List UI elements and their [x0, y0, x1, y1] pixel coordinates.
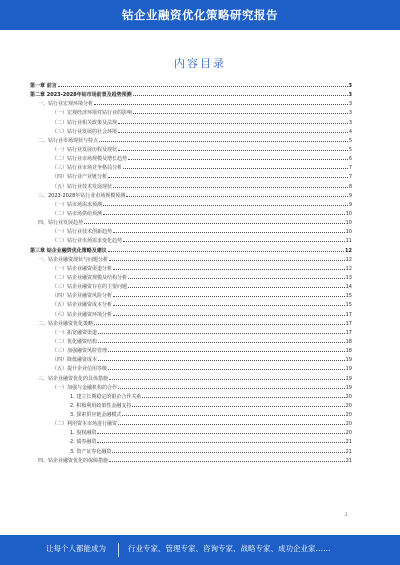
toc-leader-dots: [113, 187, 348, 188]
toc-leader-dots: [113, 315, 345, 316]
toc-entry[interactable]: [30, 201, 352, 210]
toc-entry[interactable]: [30, 228, 352, 237]
toc-leader-dots: [103, 214, 345, 215]
toc-entry-page: 7: [348, 165, 352, 172]
toc-entry-title: （三）钴行业发展的社会环境: [52, 128, 118, 135]
toc-entry[interactable]: [30, 237, 352, 246]
toc-entry[interactable]: [30, 164, 352, 173]
toc-entry-page: 19: [345, 384, 352, 391]
toc-entry-title: （一）加强与金融机构的合作: [52, 384, 118, 391]
toc-entry-title: 第三章 钴企业融资优化策略及建议: [30, 247, 107, 254]
toc-leader-dots: [113, 296, 345, 297]
toc-leader-dots: [98, 342, 345, 343]
toc-entry-page: 15: [345, 293, 352, 300]
toc-entry-page: 5: [348, 146, 352, 153]
toc-entry[interactable]: [30, 210, 352, 219]
toc-leader-dots: [123, 241, 345, 242]
toc-entry-title: 3. 资产证券化融资: [70, 448, 112, 455]
toc-entry-page: 20: [345, 393, 352, 400]
toc-entry-title: （三）加强融资风险管理: [52, 348, 108, 355]
report-title: 钴企业融资优化策略研究报告: [122, 8, 278, 22]
toc-leader-dots: [118, 150, 348, 151]
table-of-contents: [30, 82, 352, 466]
toc-leader-dots: [108, 177, 348, 178]
toc-entry[interactable]: [30, 82, 352, 91]
toc-entry-page: 20: [345, 412, 352, 419]
toc-entry-title: 第二章 2023-2028年钴市场前景及趋势预测: [30, 92, 132, 99]
toc-entry[interactable]: [30, 365, 352, 374]
toc-entry-title: （二）钴市场供给预测: [52, 210, 103, 217]
toc-leader-dots: [128, 287, 345, 288]
toc-leader-dots: [98, 333, 345, 334]
toc-entry-page: 10: [345, 220, 352, 227]
toc-leader-dots: [94, 324, 345, 325]
toc-entry-page: 10: [345, 210, 352, 217]
toc-leader-dots: [113, 232, 345, 233]
toc-leader-dots: [97, 442, 344, 443]
toc-leader-dots: [132, 406, 344, 407]
toc-entry[interactable]: [30, 146, 352, 155]
toc-entry[interactable]: [30, 173, 352, 182]
toc-entry-page: 17: [345, 311, 352, 318]
toc-entry-page: 21: [345, 448, 352, 455]
toc-entry[interactable]: [30, 192, 352, 201]
toc-entry[interactable]: [30, 292, 352, 301]
toc-entry-page: 19: [345, 357, 352, 364]
toc-entry[interactable]: [30, 155, 352, 164]
toc-entry[interactable]: [30, 247, 352, 256]
footer-divider: [118, 543, 119, 557]
toc-entry[interactable]: [30, 100, 352, 109]
toc-entry-page: 3: [348, 119, 352, 126]
toc-entry-page: 14: [345, 284, 352, 291]
toc-leader-dots: [108, 351, 345, 352]
toc-leader-dots: [133, 95, 348, 96]
toc-entry-page: 20: [345, 430, 352, 437]
toc-entry-title: （五）提升企业信用等级: [52, 366, 108, 373]
toc-entry-title: 1. 建立长期稳定的银企合作关系: [70, 393, 142, 400]
toc-leader-dots: [108, 251, 344, 252]
toc-entry[interactable]: [30, 320, 352, 329]
toc-leader-dots: [113, 269, 345, 270]
toc-leader-dots: [133, 113, 348, 114]
toc-entry-page: 8: [348, 183, 352, 190]
toc-entry-title: 一、钴企业融资现状与问题分析: [38, 256, 109, 263]
toc-leader-dots: [109, 379, 345, 380]
toc-entry-title: （五）钴行业技术发展现状: [52, 183, 113, 190]
toc-entry[interactable]: [30, 356, 352, 365]
toc-entry-title: （一）钴市场需求预测: [52, 201, 103, 208]
toc-leader-dots: [128, 278, 345, 279]
toc-leader-dots: [103, 205, 348, 206]
toc-entry-title: （四）钴行业产业链分析: [52, 174, 108, 181]
toc-entry-title: （一）钴行业发展历程及现状: [52, 146, 118, 153]
toc-entry-title: （二）利用资本市场进行融资: [52, 421, 118, 428]
toc-entry[interactable]: [30, 219, 352, 228]
toc-entry[interactable]: [30, 183, 352, 192]
toc-entry-page: 3: [348, 101, 352, 108]
toc-leader-dots: [109, 461, 345, 462]
report-header-banner: [0, 0, 400, 30]
toc-entry[interactable]: [30, 265, 352, 274]
toc-entry-title: （二）钴行业市场规模及增长趋势: [52, 156, 128, 163]
toc-entry[interactable]: [30, 329, 352, 338]
toc-entry-title: 2. 积极利用政策性金融支持: [70, 402, 132, 409]
footer-tagline: 行业专家、管理专家、咨询专家、战略专家、成功企业家……: [128, 544, 331, 553]
toc-leader-dots: [118, 388, 345, 389]
footer-slogan: 让每个人都能成为: [46, 544, 106, 553]
toc-entry[interactable]: [30, 91, 352, 100]
toc-entry-title: （二）优化融资结构: [52, 338, 98, 345]
toc-entry[interactable]: [30, 109, 352, 118]
toc-entry-title: 三、钴企业融资优化的具体措施: [38, 375, 109, 382]
toc-entry-page: 19: [345, 366, 352, 373]
toc-entry-title: 二、钴企业融资优化策略: [38, 320, 94, 327]
toc-entry-page: 13: [345, 274, 352, 281]
toc-entry-title: （五）钴企业融资成本分析: [52, 302, 113, 309]
toc-entry-title: （六）钴企业融资环境分析: [52, 311, 113, 318]
toc-entry-page: 12: [345, 256, 352, 263]
toc-entry-title: 3. 探索供应链金融模式: [70, 412, 122, 419]
toc-entry[interactable]: [30, 393, 352, 402]
toc-entry[interactable]: [30, 438, 352, 447]
toc-entry-title: （一）宏观经济环境对钴行业的影响: [52, 110, 133, 117]
toc-entry-title: （二）钴行业市场需求变化趋势: [52, 238, 123, 245]
toc-entry-page: 3: [348, 83, 352, 89]
toc-entry-page: 10: [345, 229, 352, 236]
toc-entry-title: （四）降低融资成本: [52, 357, 98, 364]
toc-entry-title: 三、2023-2028年钴行业市场规模预测: [38, 192, 126, 199]
toc-entry[interactable]: [30, 411, 352, 420]
toc-entry[interactable]: [30, 347, 352, 356]
toc-leader-dots: [98, 360, 345, 361]
toc-entry-title: （二）钴行业相关政策及法规: [52, 119, 118, 126]
toc-leader-dots: [109, 260, 345, 261]
toc-leader-dots: [112, 452, 344, 453]
toc-leader-dots: [122, 415, 344, 416]
toc-entry-title: 二、钴行业市场现状与特点: [38, 137, 99, 144]
toc-entry-title: （一）钴行业技术创新趋势: [52, 229, 113, 236]
toc-leader-dots: [118, 123, 348, 124]
toc-entry[interactable]: [30, 457, 352, 466]
toc-entry[interactable]: [30, 420, 352, 429]
toc-entry-title: （三）钴企业融资存在的主要问题: [52, 284, 128, 291]
toc-entry-page: 18: [345, 348, 352, 355]
toc-entry[interactable]: [30, 283, 352, 292]
toc-entry-page: 7: [348, 174, 352, 181]
toc-entry-title: （一）钴企业融资渠道分析: [52, 265, 113, 272]
toc-entry-title: （三）钴行业市场竞争格局分析: [52, 165, 123, 172]
toc-entry-page: 3: [348, 110, 352, 117]
toc-entry[interactable]: [30, 375, 352, 384]
toc-leader-dots: [113, 305, 345, 306]
toc-entry[interactable]: [30, 256, 352, 265]
toc-leader-dots: [123, 168, 348, 169]
toc-entry-title: 1. 股权融资: [70, 430, 97, 437]
toc-leader-dots: [126, 196, 348, 197]
toc-entry-title: 四、钴行业发展趋势: [38, 220, 84, 227]
toc-entry-page: 12: [345, 247, 352, 254]
toc-entry[interactable]: [30, 448, 352, 457]
toc-entry-page: 4: [348, 128, 352, 135]
toc-leader-dots: [118, 424, 345, 425]
toc-entry[interactable]: [30, 311, 352, 320]
toc-entry[interactable]: [30, 137, 352, 146]
toc-entry[interactable]: [30, 384, 352, 393]
toc-heading: 内容目录: [174, 57, 226, 70]
toc-entry[interactable]: [30, 338, 352, 347]
toc-leader-dots: [94, 104, 348, 105]
toc-leader-dots: [58, 86, 348, 87]
toc-leader-dots: [128, 159, 348, 160]
toc-entry[interactable]: [30, 402, 352, 411]
toc-leader-dots: [99, 141, 348, 142]
toc-entry[interactable]: [30, 119, 352, 128]
footer-banner: [0, 535, 400, 565]
toc-entry-page: 11: [345, 238, 352, 245]
toc-entry-page: 17: [345, 329, 352, 336]
toc-leader-dots: [108, 369, 345, 370]
toc-entry-page: 15: [345, 302, 352, 309]
toc-entry-page: 17: [345, 320, 352, 327]
toc-entry-page: 18: [345, 338, 352, 345]
toc-leader-dots: [84, 223, 345, 224]
toc-entry-page: 3: [348, 92, 352, 99]
toc-entry-page: 21: [345, 457, 352, 464]
toc-entry-title: 2. 债券融资: [70, 439, 97, 446]
toc-entry-title: （一）拓宽融资渠道: [52, 329, 98, 336]
toc-entry[interactable]: [30, 128, 352, 137]
toc-entry-title: （二）钴企业融资规模及结构分析: [52, 274, 128, 281]
toc-entry-page: 19: [345, 375, 352, 382]
toc-entry-page: 20: [345, 421, 352, 428]
toc-entry-title: 第一章 前言: [30, 83, 57, 89]
page-number: 2: [345, 512, 348, 517]
toc-entry-page: 20: [345, 402, 352, 409]
toc-entry-page: 6: [348, 156, 352, 163]
toc-leader-dots: [97, 433, 344, 434]
toc-leader-dots: [142, 397, 344, 398]
toc-leader-dots: [118, 132, 348, 133]
toc-entry-page: 9: [348, 192, 352, 199]
toc-entry-page: 5: [348, 137, 352, 144]
toc-entry-page: 9: [348, 201, 352, 208]
toc-entry-title: （四）钴企业融资风险分析: [52, 293, 113, 300]
toc-entry[interactable]: [30, 301, 352, 310]
toc-entry-title: 一、钴行业宏观环境分析: [38, 101, 94, 108]
toc-entry-page: 12: [345, 265, 352, 272]
toc-entry[interactable]: [30, 429, 352, 438]
toc-entry-title: 四、钴企业融资优化的保障措施: [38, 457, 109, 464]
toc-entry-page: 21: [345, 439, 352, 446]
toc-entry[interactable]: [30, 274, 352, 283]
